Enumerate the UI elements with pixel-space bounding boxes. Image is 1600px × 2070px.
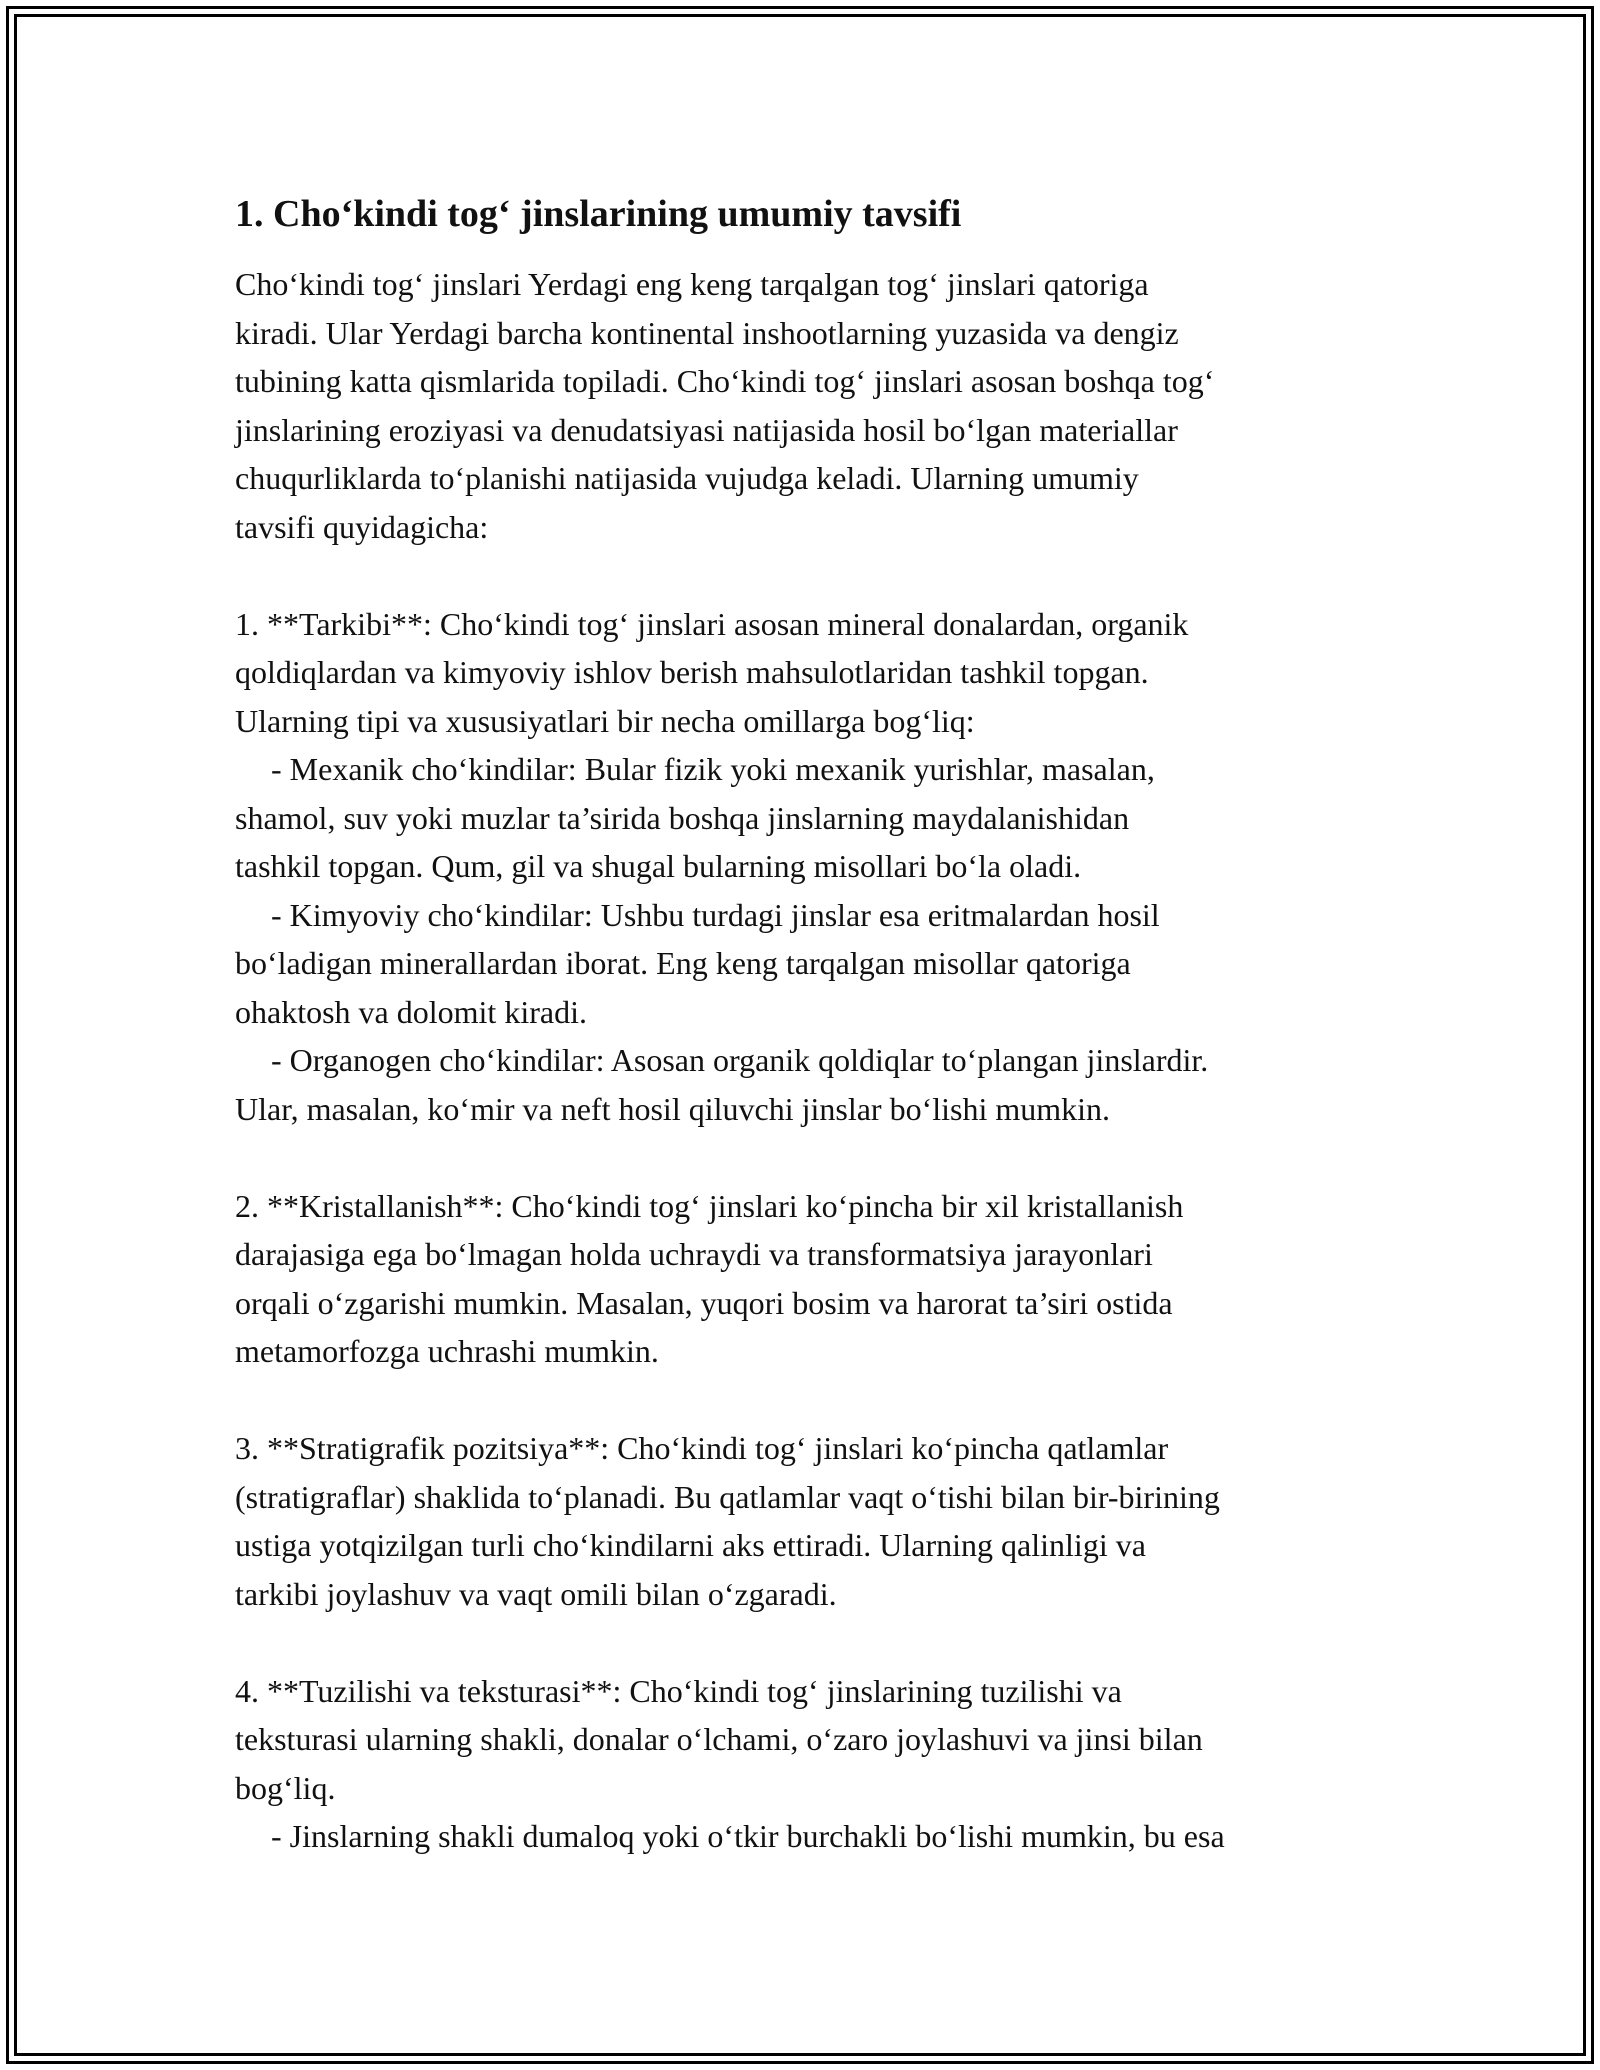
bullet-line: - Organogen cho‘kindilar: Asosan organik qoldiqlar to‘plangan jinslardir. xyxy=(271,1042,1209,1078)
text-line: 3. **Stratigrafik pozitsiya**: Cho‘kindi tog‘ jinslari ko‘pincha qatlamlar xyxy=(235,1430,1169,1466)
text-line: ustiga yotqizilgan turli cho‘kindilarni aks ettiradi. Ularning qalinligi va xyxy=(235,1527,1146,1563)
bullet-line: - Kimyoviy cho‘kindilar: Ushbu turdagi jinslar esa eritmalardan hosil xyxy=(271,896,1160,933)
text-line: (stratigraflar) shaklida to‘planadi. Bu qatlamlar vaqt o‘tishi bilan bir-birining xyxy=(235,1478,1220,1515)
bullet-line: - Jinslarning shakli dumaloq yoki o‘tkir burchakli bo‘lishi mumkin, bu esa xyxy=(271,1818,1225,1854)
text-line: metamorfozga uchrashi mumkin. xyxy=(235,1333,659,1369)
text-line: qoldiqlardan va kimyoviy ishlov berish mahsulotlaridan tashkil topgan. xyxy=(235,654,1149,690)
text-line: tarkibi joylashuv va vaqt omili bilan o‘zgaradi. xyxy=(235,1575,837,1612)
text-line: teksturasi ularning shakli, donalar o‘lchami, o‘zaro joylashuvi va jinsi bilan xyxy=(235,1721,1203,1757)
text-line: bo‘ladigan minerallardan iborat. Eng keng tarqalgan misollar qatoriga xyxy=(235,945,1131,981)
text-line: darajasiga ega bo‘lmagan holda uchraydi va transformatsiya jarayonlari xyxy=(235,1236,1153,1272)
text-line: orqali o‘zgarishi mumkin. Masalan, yuqori bosim va harorat ta’siri ostida xyxy=(235,1284,1173,1321)
text-line: shamol, suv yoki muzlar ta’sirida boshqa jinslarning maydalanishidan xyxy=(235,799,1130,836)
blank-line xyxy=(235,1133,1365,1182)
text-line: tubining katta qismlarida topiladi. Cho‘kindi tog‘ jinslari asosan boshqa tog‘ xyxy=(235,363,1215,399)
text-line: bog‘liq. xyxy=(235,1769,336,1806)
blank-line xyxy=(235,1376,1365,1425)
text-line: tashkil topgan. Qum, gil va shugal bularning misollari bo‘la oladi. xyxy=(235,848,1082,884)
text-line: ohaktosh va dolomit kiradi. xyxy=(235,993,587,1030)
text-line: 4. **Tuzilishi va teksturasi**: Cho‘kindi tog‘ jinslarining tuzilishi va xyxy=(235,1672,1122,1709)
text-line: kiradi. Ular Yerdagi barcha kontinental inshootlarning yuzasida va dengiz xyxy=(235,314,1179,351)
bullet-line: - Mexanik cho‘kindilar: Bular fizik yoki mexanik yurishlar, masalan, xyxy=(271,751,1155,787)
blank-line xyxy=(235,551,1365,600)
text-line: 2. **Kristallanish**: Cho‘kindi tog‘ jinslari ko‘pincha bir xil kristallanish xyxy=(235,1187,1184,1224)
text-line: tavsifi quyidagicha: xyxy=(235,508,489,545)
text-line: jinslarining eroziyasi va denudatsiyasi natijasida hosil bo‘lgan materiallar xyxy=(235,411,1178,448)
paragraph-block xyxy=(235,260,1365,1861)
text-line: Ularning tipi va xususiyatlari bir necha omillarga bog‘liq: xyxy=(235,702,975,739)
text-line: Cho‘kindi tog‘ jinslari Yerdagi eng keng tarqalgan tog‘ jinslari qatoriga xyxy=(235,266,1149,302)
section-heading: 1. Cho‘kindi tog‘ jinslarining umumiy tavsifi xyxy=(235,193,962,235)
text-line: chuqurliklarda to‘planishi natijasida vujudga keladi. Ularning umumiy xyxy=(235,460,1139,496)
text-line: Ular, masalan, ko‘mir va neft hosil qiluvchi jinslar bo‘lishi mumkin. xyxy=(235,1090,1111,1127)
document-body xyxy=(235,190,1365,1861)
blank-line xyxy=(235,1618,1365,1667)
text-line: 1. **Tarkibi**: Cho‘kindi tog‘ jinslari asosan mineral donalardan, organik xyxy=(235,605,1189,642)
